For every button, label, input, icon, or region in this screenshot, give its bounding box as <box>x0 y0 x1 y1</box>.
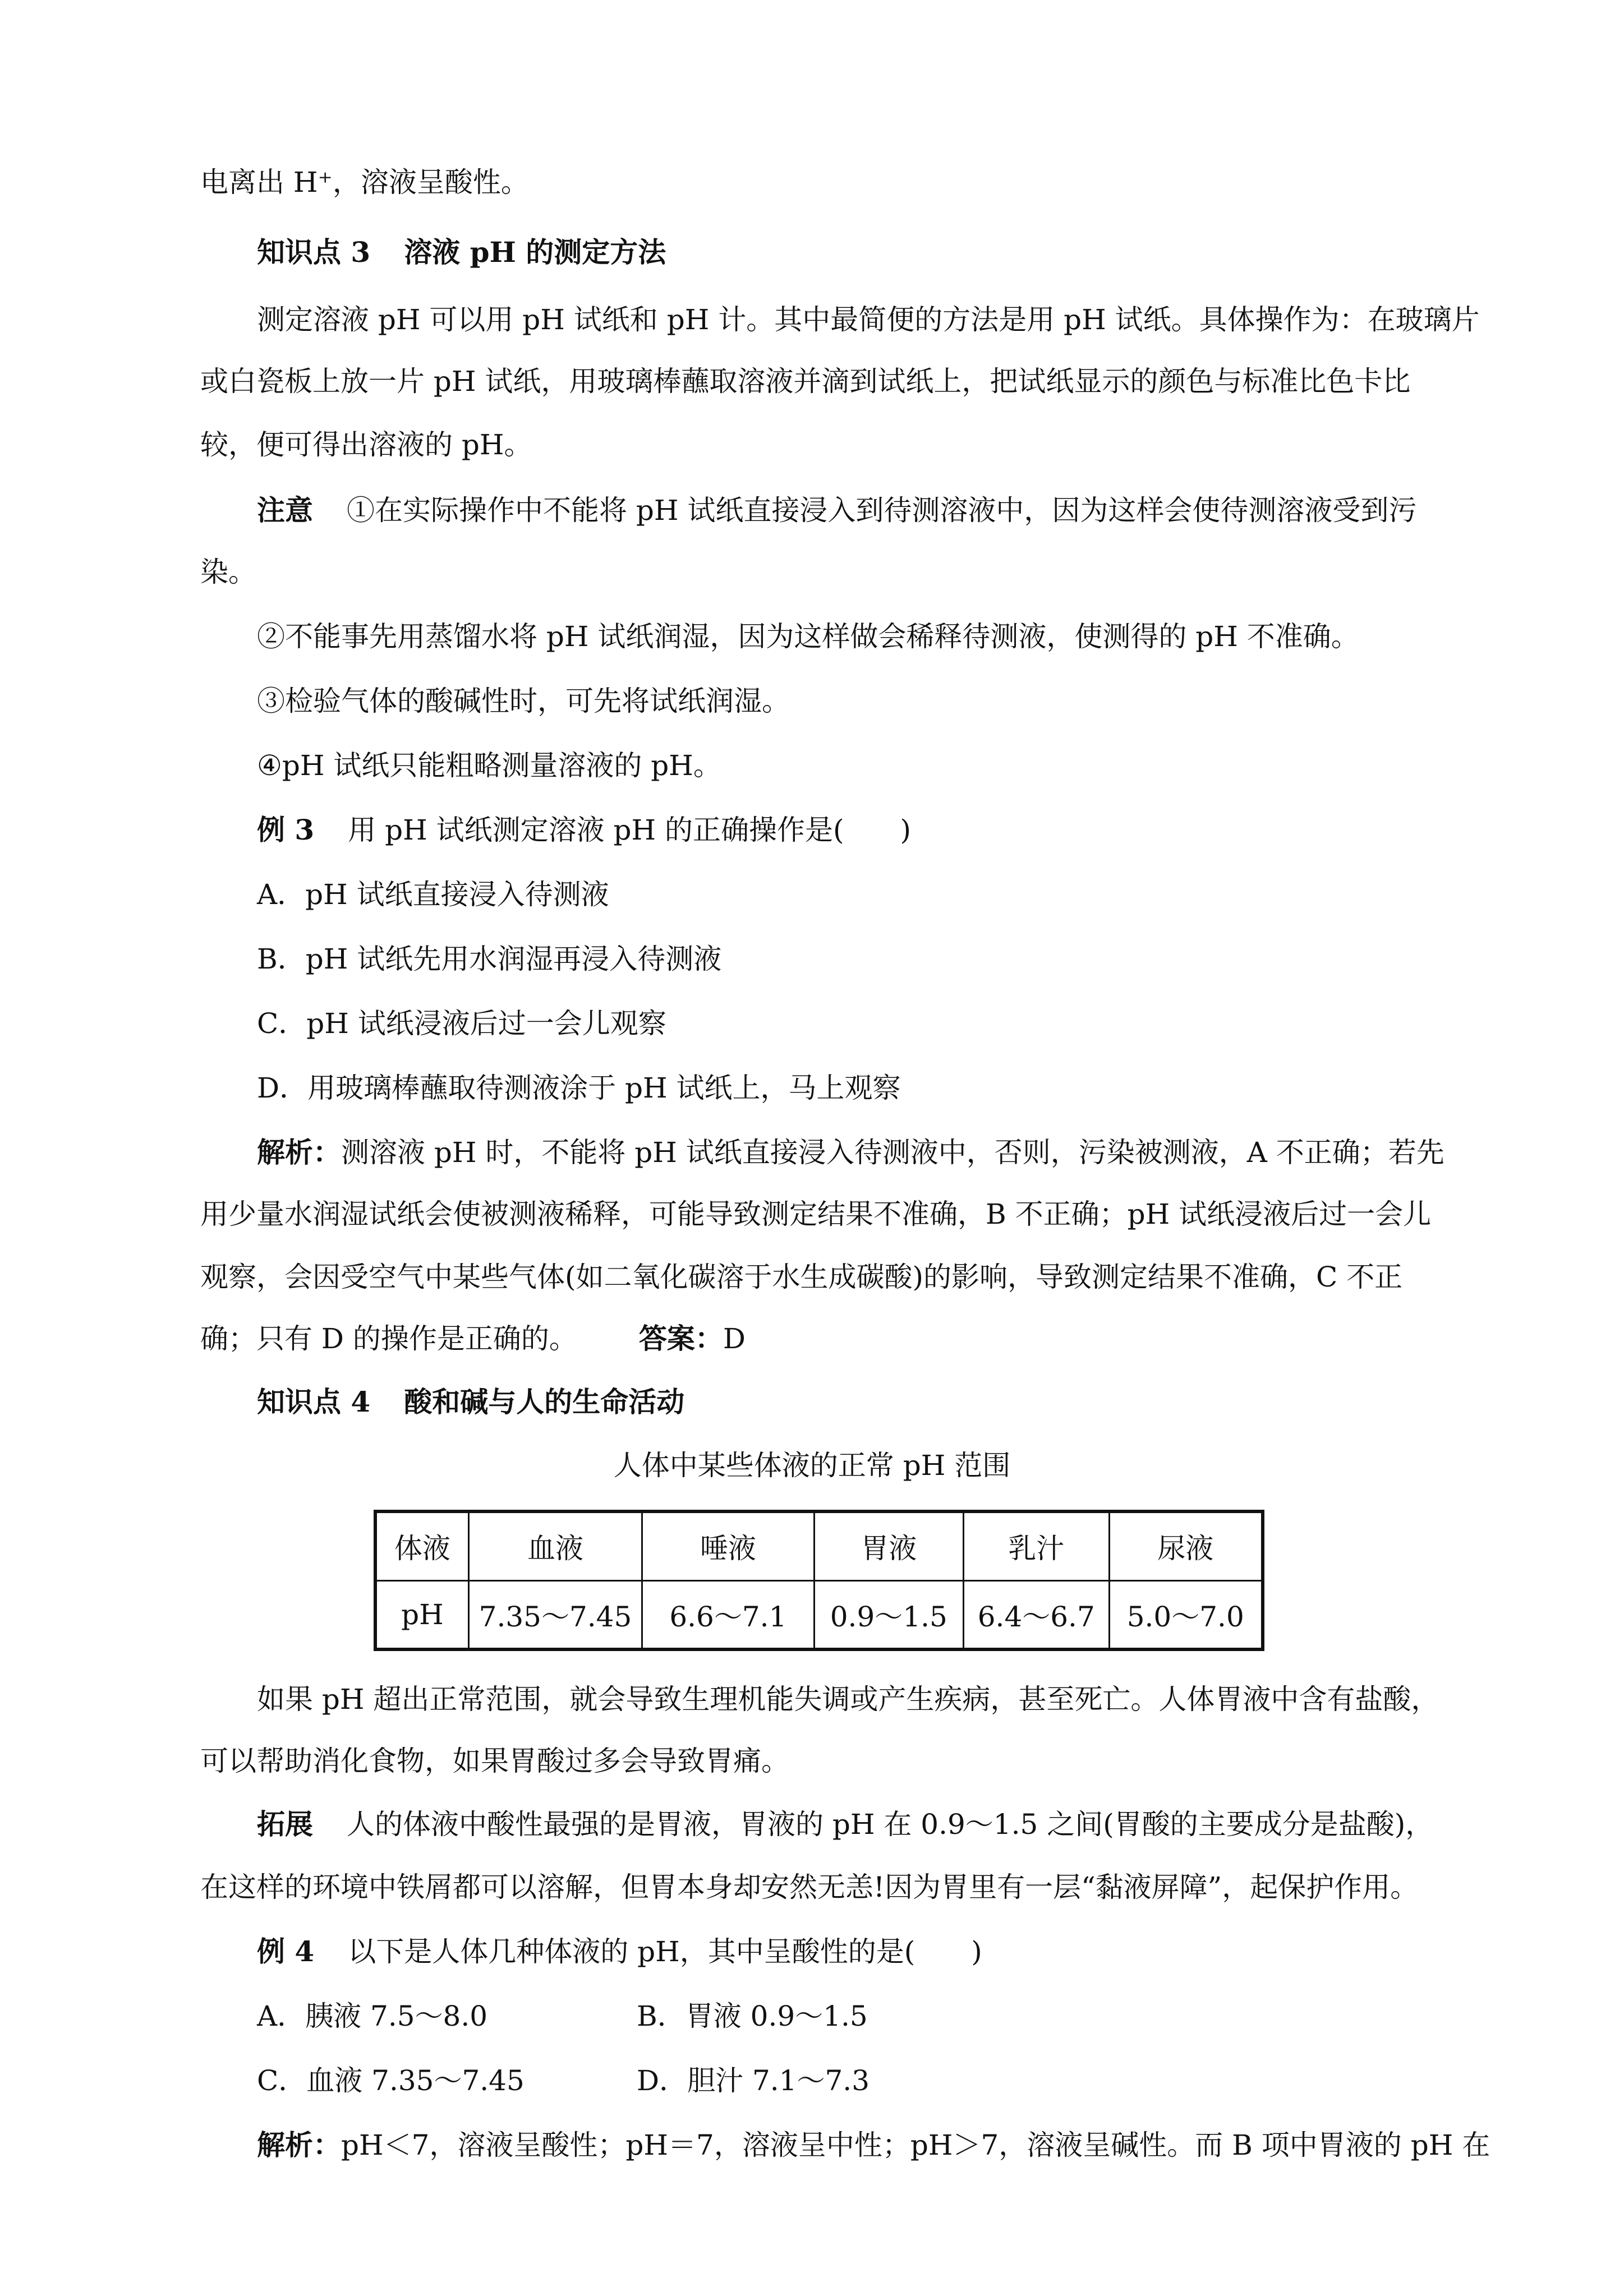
extension-line <box>257 1805 1485 1844</box>
text-line <box>200 552 1429 592</box>
table-row <box>375 1580 1263 1649</box>
text-line <box>200 362 1429 401</box>
text: 用 pH 试纸测定溶液 pH 的正确操作是( ) <box>348 814 912 846</box>
table-cell: 5.0～7.0 <box>1109 1580 1263 1649</box>
table-cell: 乳汁 <box>964 1511 1109 1580</box>
analysis-label: 解析： <box>257 2128 341 2161</box>
option-line <box>257 1004 1485 1043</box>
text: 测定溶液 pH 可以用 pH 试纸和 pH 计。其中最简便的方法是用 pH 试纸。具体操作为：在玻璃片 <box>257 303 1480 336</box>
text-line <box>257 681 1485 721</box>
text: 染。 <box>200 556 256 588</box>
text: 可以帮助消化食物，如果胃酸过多会导致胃痛。 <box>200 1745 789 1777</box>
text: 人的体液中酸性最强的是胃液，胃液的 pH 在 0.9～1.5 之间(胃酸的主要成分是盐酸)， <box>347 1808 1434 1841</box>
option-b: B．pH 试纸先用水润湿再浸入待测液 <box>257 943 722 975</box>
text: 在这样的环境中铁屑都可以溶解，但胃本身却安然无恙!因为胃里有一层“黏液屏障”，起保护作用。 <box>200 1871 1419 1903</box>
option-d: D．胆汁 7.1～7.3 <box>637 2064 870 2097</box>
table-cell: 7.35～7.45 <box>468 1580 642 1649</box>
answer-value: D <box>723 1322 746 1355</box>
example-3-question <box>257 810 1485 850</box>
text: 较，便可得出溶液的 pH。 <box>200 428 532 461</box>
table-cell: 唾液 <box>642 1511 814 1580</box>
text: 电离出 H⁺，溶液呈酸性。 <box>200 166 529 199</box>
analysis-label: 解析： <box>257 1136 341 1169</box>
text-line <box>257 1680 1485 1719</box>
table-cell: 血液 <box>468 1511 642 1580</box>
text-line <box>200 1319 1429 1358</box>
table-row <box>375 1511 1263 1580</box>
text-line <box>200 163 1429 202</box>
example-label: 例 4 <box>257 1935 315 1968</box>
option-d: D．用玻璃棒蘸取待测液涂于 pH 试纸上，马上观察 <box>257 1072 901 1104</box>
ph-range-table <box>374 1510 1264 1651</box>
text-line <box>200 1195 1432 1234</box>
text: ④pH 试纸只能粗略测量溶液的 pH。 <box>257 749 721 782</box>
text: pH＜7，溶液呈酸性；pH＝7，溶液呈中性；pH＞7，溶液呈碱性。而 B 项中胃液的 pH 在 <box>341 2129 1490 2161</box>
answer-label: 答案： <box>638 1322 723 1355</box>
text: 观察，会因受空气中某些气体(如二氧化碳溶于水生成碳酸)的影响，导致测定结果不准确，C 不正 <box>200 1261 1403 1293</box>
text-line <box>200 1868 1429 1907</box>
text: 确；只有 D 的操作是正确的。 <box>200 1322 577 1355</box>
table-cell: 胃液 <box>814 1511 963 1580</box>
option-b: B．胃液 0.9～1.5 <box>637 2000 868 2032</box>
text-line <box>257 617 1485 656</box>
text: ②不能事先用蒸馏水将 pH 试纸润湿，因为这样做会稀释待测液，使测得的 pH 不准确。 <box>257 620 1359 653</box>
text-line <box>257 300 1485 339</box>
option-c: C．血液 7.35～7.45 <box>257 2064 525 2097</box>
option-c: C．pH 试纸浸液后过一会儿观察 <box>257 1007 666 1040</box>
text: 以下是人体几种体液的 pH，其中呈酸性的是( ) <box>348 1935 982 1968</box>
option-line <box>257 875 1485 914</box>
text: 测溶液 pH 时，不能将 pH 试纸直接浸入待测液中，否则，污染被测液，A 不正确；若先 <box>341 1136 1444 1169</box>
extension-label: 拓展 <box>257 1808 313 1841</box>
example-4-question <box>257 1932 1485 1971</box>
section-label: 知识点 3 <box>257 236 371 269</box>
table-cell: 0.9～1.5 <box>814 1580 963 1649</box>
option-a: A．胰液 7.5～8.0 <box>257 2000 488 2032</box>
text-line <box>200 1741 1429 1781</box>
table-cell: 尿液 <box>1109 1511 1263 1580</box>
table-cell: 6.6～7.1 <box>642 1580 814 1649</box>
text-line <box>200 1257 1429 1297</box>
table-cell: 体液 <box>375 1511 468 1580</box>
section-heading-4 <box>257 1382 1485 1422</box>
text-line <box>200 425 1429 464</box>
section-title: 溶液 pH 的测定方法 <box>404 236 666 269</box>
option-line <box>257 939 1485 979</box>
table-caption: 人体中某些体液的正常 pH 范围 <box>613 1449 1011 1482</box>
option-line <box>257 1068 1485 1108</box>
section-heading-3 <box>257 233 1485 272</box>
section-title: 酸和碱与人的生命活动 <box>404 1385 685 1418</box>
example-label: 例 3 <box>257 813 315 846</box>
note-label: 注意 <box>257 494 313 527</box>
section-label: 知识点 4 <box>257 1385 371 1418</box>
option-a: A．pH 试纸直接浸入待测液 <box>257 878 609 911</box>
text-line <box>257 746 1485 785</box>
note-line <box>257 491 1485 530</box>
text: 用少量水润湿试纸会使被测液稀释，可能导致测定结果不准确，B 不正确；pH 试纸浸液后过一会儿 <box>200 1198 1432 1230</box>
text: ①在实际操作中不能将 pH 试纸直接浸入到待测溶液中，因为这样会使待测溶液受到污 <box>347 494 1417 527</box>
text: 如果 pH 超出正常范围，就会导致生理机能失调或产生疾病，甚至死亡。人体胃液中含有盐酸， <box>257 1683 1439 1716</box>
table-cell: 6.4～6.7 <box>964 1580 1109 1649</box>
text: ③检验气体的酸碱性时，可先将试纸润湿。 <box>257 685 790 717</box>
analysis-line <box>257 2126 1490 2165</box>
analysis-line <box>257 1133 1485 1172</box>
table-cell: pH <box>375 1580 468 1649</box>
text: 或白瓷板上放一片 pH 试纸，用玻璃棒蘸取溶液并滴到试纸上，把试纸显示的颜色与标准比色卡比 <box>200 365 1411 398</box>
